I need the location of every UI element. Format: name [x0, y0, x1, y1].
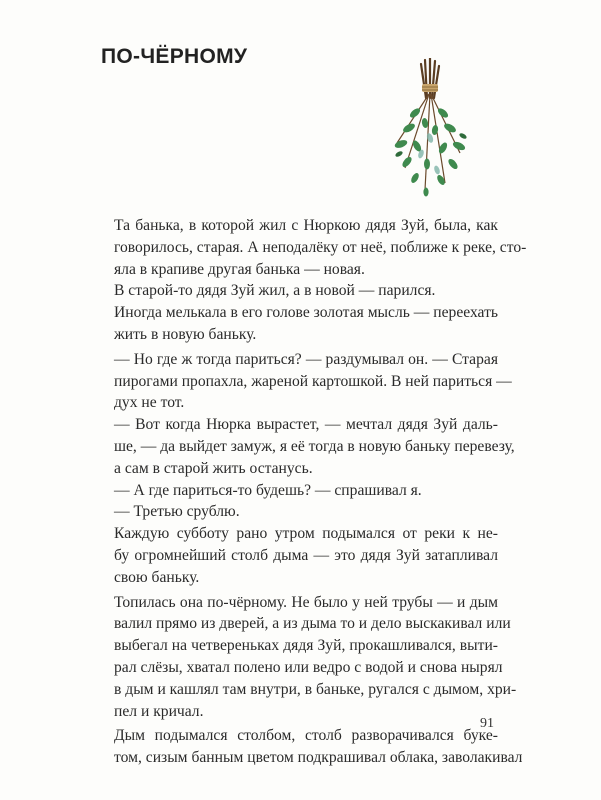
text-line: Топилась она по-чёрному. Не было у ней трубы — и дым — [114, 593, 498, 611]
text-line: а сам в старой жить останусь. — [114, 459, 313, 477]
paragraph — [86, 414, 515, 479]
text-line: Иногда мелькала в его голове золотая мысль — переехать — [114, 304, 498, 322]
text-line: бу огромнейший столб дыма — это дядя Зуй затапливал — [114, 546, 498, 564]
text-line: В старой-то дядя Зуй жил, а в новой — парился. — [114, 282, 436, 300]
text-line: Дым подымался столбом, столб разворачивался буке- — [114, 727, 498, 745]
paragraph — [86, 215, 527, 280]
text-line: свою баньку. — [114, 568, 200, 586]
paragraph — [86, 725, 523, 769]
text-line: Та банька, в которой жил с Нюркою дядя Зуй, была, как — [114, 217, 498, 234]
text-line: пирогами пропахла, жареной картошкой. В ней париться — — [114, 372, 512, 390]
text-line: Каждую субботу рано утром подымался от реки к не- — [114, 525, 498, 543]
paragraph — [86, 523, 498, 588]
text-line: ше, — да выйдет замуж, я её тогда в новую баньку перевезу, — [114, 437, 515, 455]
text-line: выбегал на четвереньках дядя Зуй, прокашливался, выти- — [114, 637, 498, 655]
text-line: — Третью срублю. — [114, 503, 240, 521]
chapter-title: ПО-ЧЁРНОМУ — [101, 45, 248, 68]
text-line: говорилось, старая. А неподалёку от неё, поближе к реке, сто- — [114, 238, 527, 256]
paragraph — [86, 349, 512, 414]
paragraph — [86, 592, 517, 723]
paragraph — [86, 480, 498, 502]
text-line: валил прямо из дверей, а из дыма то и дело выскакивал или — [114, 615, 511, 633]
text-line: том, сизым банным цветом подкрашивал облака, заволакивал — [114, 749, 523, 767]
text-line: яла в крапиве другая банька — новая. — [114, 260, 365, 278]
text-line: в дым и кашлял там внутри, в баньке, ругался с дымом, хри- — [114, 680, 517, 698]
text-line: дух не тот. — [114, 394, 185, 412]
text-line: — Но где ж тогда париться? — раздумывал он. — Старая — [114, 350, 498, 368]
text-line: рал слёзы, хватал полено или ведро с водой и снова нырял — [114, 658, 503, 676]
birch-broom-icon — [385, 58, 475, 200]
paragraph — [86, 280, 498, 302]
page-number: 91 — [480, 716, 494, 731]
text-line: жить в новую баньку. — [114, 325, 257, 343]
text-line: — А где париться-то будешь? — спрашивал я. — [114, 481, 422, 499]
paragraph — [86, 501, 498, 523]
paragraph — [86, 302, 498, 346]
chapter-body — [86, 215, 527, 769]
text-line: — Вот когда Нюрка вырастет, — мечтал дядя Зуй даль- — [114, 416, 498, 434]
text-line: пел и кричал. — [114, 702, 204, 720]
